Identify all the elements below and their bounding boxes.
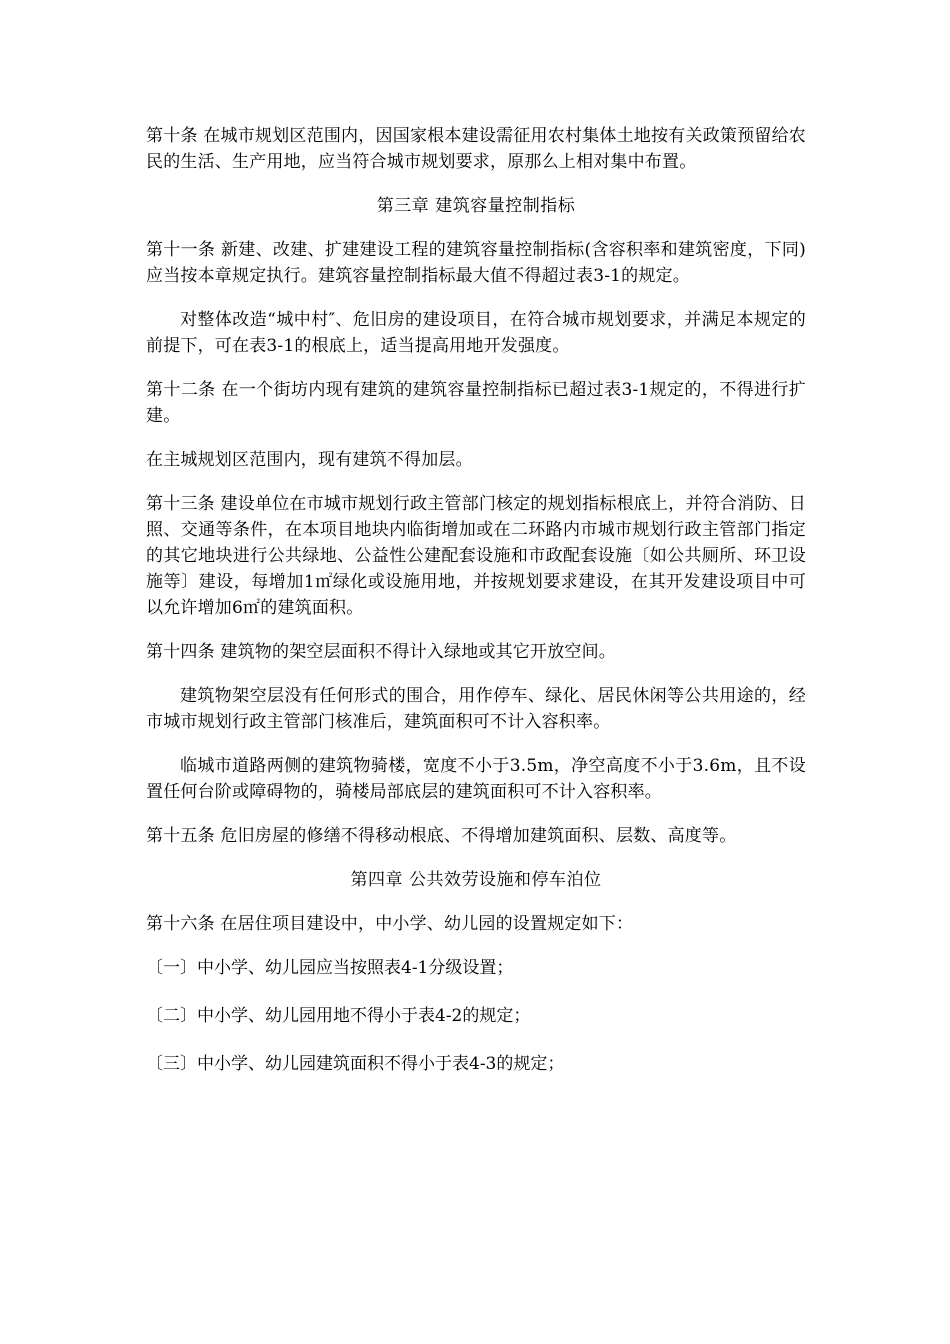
- list-item: 〔一〕中小学、幼儿园应当按照表4-1分级设置；: [146, 958, 514, 978]
- article-11: 第十一条 新建、改建、扩建建设工程的建筑容量控制指标(含容积率和建筑密度，下同)应当按本章规定执行。建筑容量控制指标最大值不得超过表3-1的规定。: [146, 240, 806, 286]
- list-item: 〔二〕中小学、幼儿园用地不得小于表4-2的规定；: [146, 1006, 531, 1026]
- chapter-3-heading: 第三章 建筑容量控制指标: [376, 196, 576, 216]
- document-page: [146, 123, 806, 1099]
- article-12: 第十二条 在一个街坊内现有建筑的建筑容量控制指标已超过表3-1规定的，不得进行扩建。: [146, 380, 806, 426]
- article-10: 第十条 在城市规划区范围内，因国家根本建设需征用农村集体土地按有关政策预留给农民的生活、生产用地，应当符合城市规划要求，原那么上相对集中布置。: [146, 126, 806, 172]
- article-14-paragraph-2: 建筑物架空层没有任何形式的围合，用作停车、绿化、居民休闲等公共用途的，经市城市规划行政主管部门核准后，建筑面积可不计入容积率。: [146, 686, 806, 732]
- list-item: 〔三〕中小学、幼儿园建筑面积不得小于表4-3的规定；: [146, 1054, 565, 1074]
- article-13: 第十三条 建设单位在市城市规划行政主管部门核定的规划指标根底上，并符合消防、日照、交通等条件，在本项目地块内临街增加或在二环路内市城市规划行政主管部门指定的其它地块进行公共绿地、公益性公建配套设施和市政配套设施〔如公共厕所、环卫设施等〕建设，每增加1㎡绿化或设施用地，并按规划要求建设，在其开发建设项目中可以允许增加6㎡的建筑面积。: [146, 494, 806, 618]
- article-16: 第十六条 在居住项目建设中，中小学、幼儿园的设置规定如下：: [146, 914, 634, 934]
- article-15: 第十五条 危旧房屋的修缮不得移动根底、不得增加建筑面积、层数、高度等。: [146, 826, 737, 846]
- chapter-4-heading: 第四章 公共效劳设施和停车泊位: [350, 870, 602, 890]
- article-14-paragraph-3: 临城市道路两侧的建筑物骑楼，宽度不小于3.5m，净空高度不小于3.6m，且不设置任何台阶或障碍物的，骑楼局部底层的建筑面积可不计入容积率。: [146, 756, 806, 802]
- article-14: 第十四条 建筑物的架空层面积不得计入绿地或其它开放空间。: [146, 642, 617, 662]
- article-11-paragraph-2: 对整体改造“城中村″、危旧房的建设项目，在符合城市规划要求，并满足本规定的前提下，可在表3-1的根底上，适当提高用地开发强度。: [146, 310, 806, 356]
- article-12-paragraph-2: 在主城规划区范围内，现有建筑不得加层。: [146, 450, 473, 470]
